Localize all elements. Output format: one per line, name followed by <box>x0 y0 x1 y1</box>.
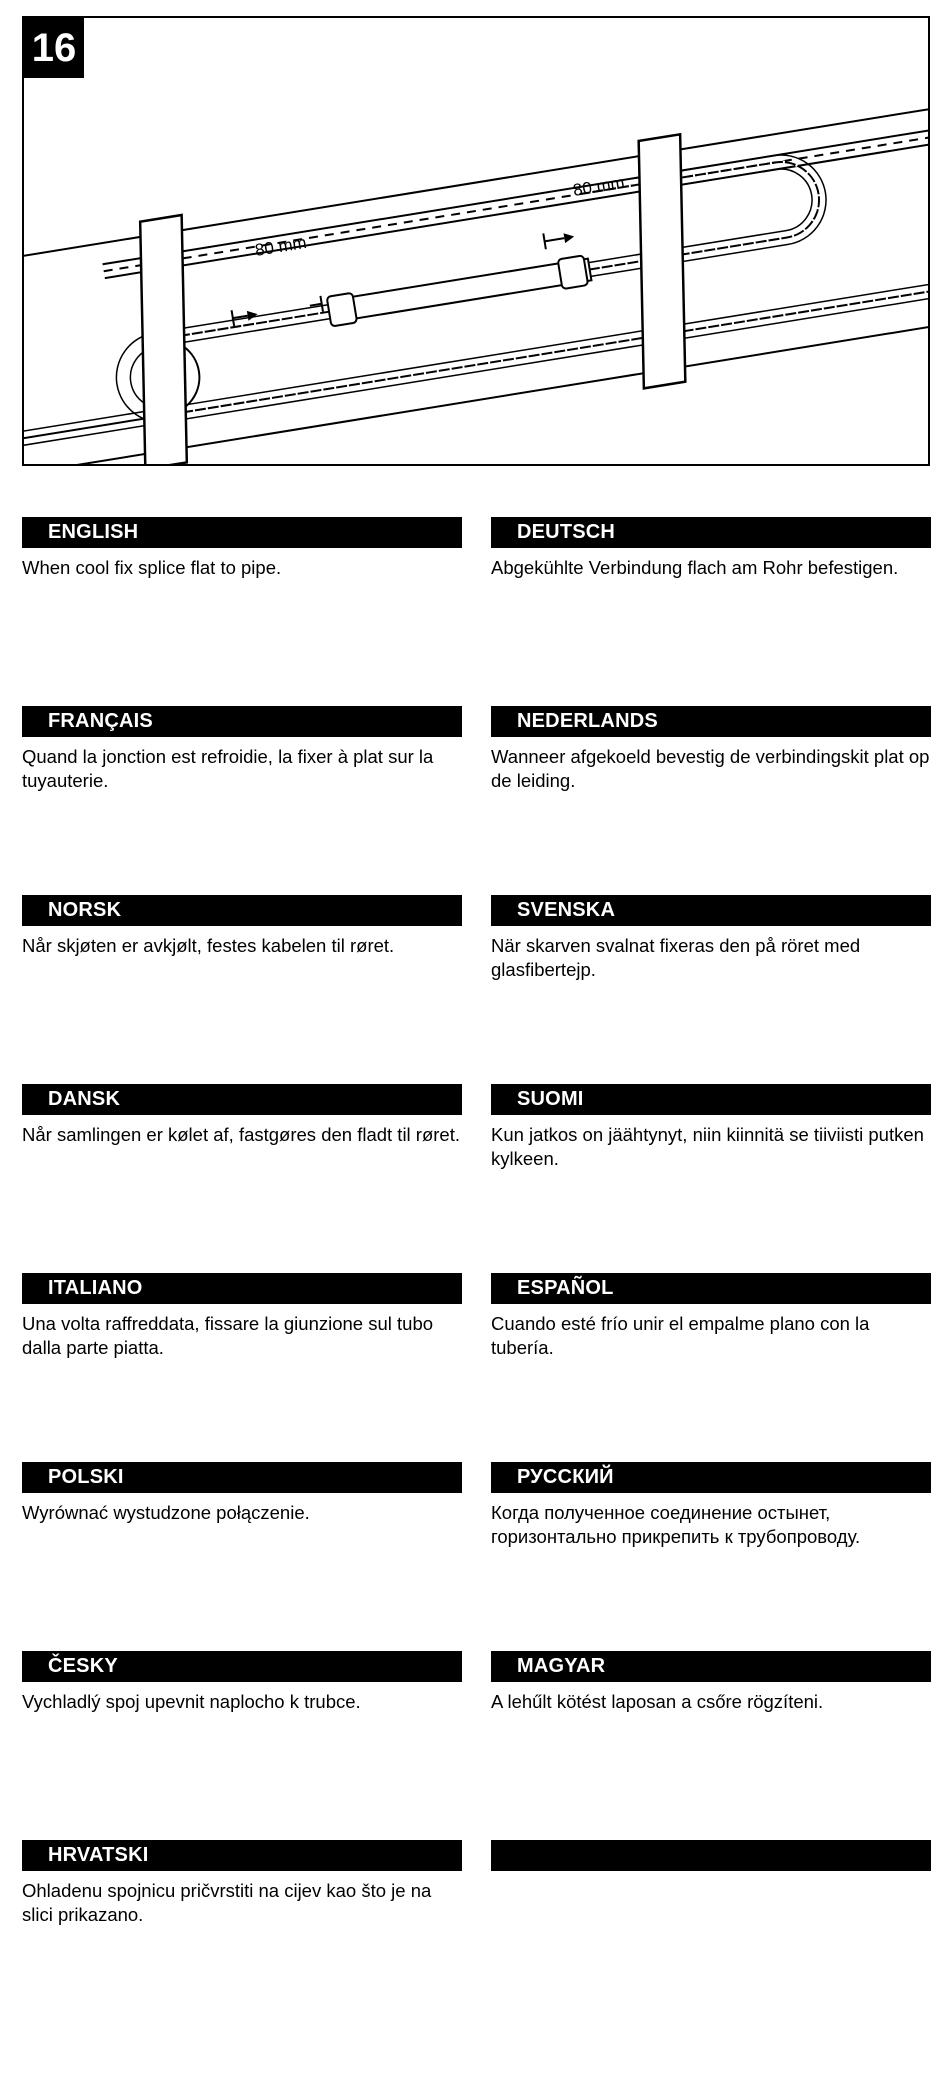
lang-header: SUOMI <box>491 1084 931 1115</box>
dimension-label-right: 80 mm <box>571 172 626 200</box>
lang-section-empty <box>491 1840 931 1879</box>
splice-illustration <box>22 16 930 466</box>
lang-text: Wyrównać wystudzone połączenie. <box>22 1502 310 1523</box>
splice-tube <box>327 255 592 327</box>
lang-header: SVENSKA <box>491 895 931 926</box>
lang-text: Wanneer afgekoeld bevestig de verbindingskit plat op de leiding. <box>491 746 930 791</box>
lang-header: HRVATSKI <box>22 1840 462 1871</box>
lang-section-francais <box>22 706 462 793</box>
lang-section-norsk <box>22 895 462 958</box>
lang-section-svenska <box>491 895 931 982</box>
lang-section-cesky <box>22 1651 462 1714</box>
lang-header: MAGYAR <box>491 1651 931 1682</box>
dimension-label-left: 80 mm <box>253 232 308 260</box>
lang-text: Vychladlý spoj upevnit naplocho k trubce. <box>22 1691 361 1712</box>
lang-text: Ohladenu spojnicu pričvrstiti na cijev kao što je na slici prikazano. <box>22 1880 432 1925</box>
fixing-tape-right <box>639 134 686 388</box>
lang-text: Una volta raffreddata, fissare la giunzione sul tubo dalla parte piatta. <box>22 1313 434 1358</box>
lang-header: FRANÇAIS <box>22 706 462 737</box>
lang-header: NEDERLANDS <box>491 706 931 737</box>
lang-header: ESPAÑOL <box>491 1273 931 1304</box>
upper-cable <box>103 117 930 278</box>
lang-section-nederlands <box>491 706 931 793</box>
lang-section-magyar <box>491 1651 931 1714</box>
dimension-marker-right <box>543 229 575 250</box>
lang-header: ITALIANO <box>22 1273 462 1304</box>
lang-header: РУССКИЙ <box>491 1462 931 1493</box>
lang-header: ENGLISH <box>22 517 462 548</box>
lang-section-suomi <box>491 1084 931 1171</box>
lang-text: Når skjøten er avkjølt, festes kabelen til røret. <box>22 935 395 956</box>
fixing-tape-left <box>140 215 187 466</box>
lang-header: NORSK <box>22 895 462 926</box>
lang-header: DANSK <box>22 1084 462 1115</box>
step-number-badge: 16 <box>24 18 84 78</box>
lang-section-english <box>22 517 462 580</box>
lang-text: When cool fix splice flat to pipe. <box>22 557 282 578</box>
pipe-diagram <box>24 18 930 466</box>
lang-header: DEUTSCH <box>491 517 931 548</box>
lang-text: Quand la jonction est refroidie, la fixer à plat sur la tuyauterie. <box>22 746 434 791</box>
lang-section-italiano <box>22 1273 462 1360</box>
lang-section-russkiy <box>491 1462 931 1549</box>
lang-text: Når samlingen er kølet af, fastgøres den fladt til røret. <box>22 1124 460 1145</box>
lang-section-deutsch <box>491 517 931 580</box>
lang-section-polski <box>22 1462 462 1525</box>
lang-text: När skarven svalnat fixeras den på röret med glasfibertejp. <box>491 935 861 980</box>
lang-text: Kun jatkos on jäähtynyt, niin kiinnitä se tiiviisti putken kylkeen. <box>491 1124 924 1169</box>
lang-header: POLSKI <box>22 1462 462 1493</box>
lang-text: Abgekühlte Verbindung flach am Rohr befestigen. <box>491 557 899 578</box>
lang-text: Когда полученное соединение остынет, горизонтально прикрепить к трубопроводу. <box>491 1502 861 1547</box>
lang-section-dansk <box>22 1084 462 1147</box>
lang-text: Cuando esté frío unir el empalme plano con la tubería. <box>491 1313 870 1358</box>
lang-section-espanol <box>491 1273 931 1360</box>
lang-section-hrvatski <box>22 1840 462 1927</box>
lang-text: A lehűlt kötést laposan a csőre rögzíteni. <box>491 1691 824 1712</box>
lang-header <box>491 1840 931 1871</box>
lang-header: ČESKY <box>22 1651 462 1682</box>
